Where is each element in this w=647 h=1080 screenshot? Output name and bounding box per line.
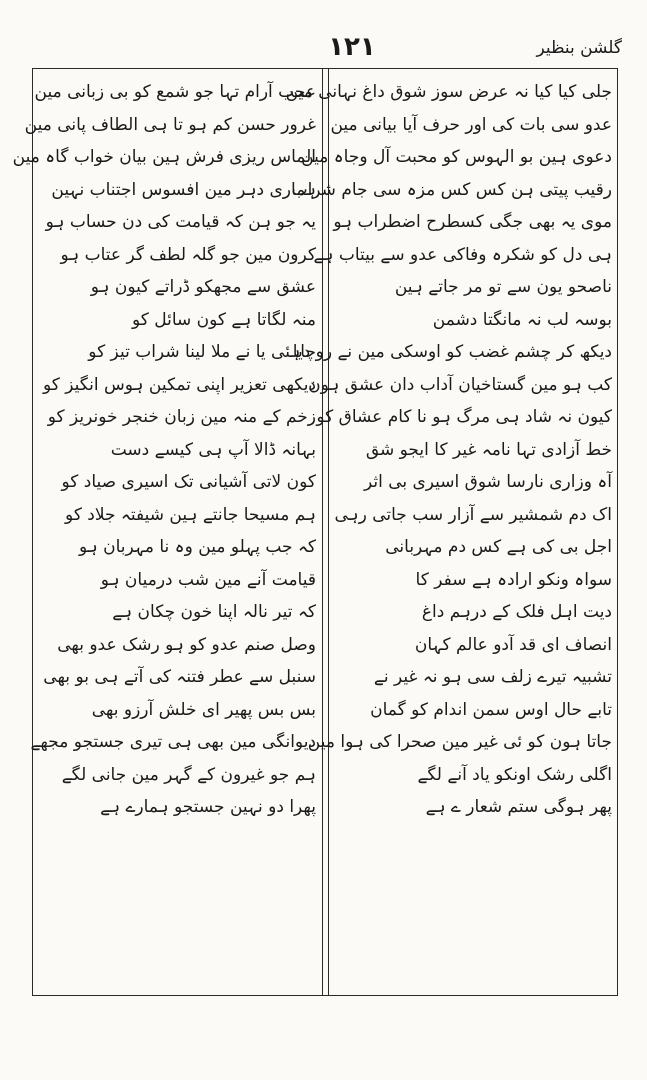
- left-column-line: عجب آرام تہا جو شمع کو بی زبانی مین: [34, 82, 316, 102]
- left-column-line: بہانہ ڈالا آپ ہی کیسے دست: [110, 439, 316, 460]
- left-column-line: چاہئی یا نے ملا لینا شراب تیز کو: [88, 342, 316, 362]
- left-column-line: ہم مسیحا جانتے ہین شیفتہ جلاد کو: [65, 504, 316, 525]
- left-column-line: کون لاتی آشیانی تک اسیری صیاد کو: [61, 472, 316, 492]
- right-column-line: دیکھ کر چشم غضب کو اوسکی مین نے رو دیا: [292, 342, 612, 362]
- left-column-line: زخم کے منہ مین زبان خنجر خونریز کو: [47, 407, 316, 427]
- right-column-line: سواہ ونکو ارادہ ہے سفر کا: [415, 569, 612, 590]
- right-column-line: رقیب پیتی ہن کس کس مزہ سی جام شراب: [291, 179, 612, 200]
- left-column-line: دیکھی تعزیر اپنی تمکین ہوس انگیز کو: [42, 374, 316, 395]
- left-column-line: الماس ریزی فرش ہین بیان خواب گاہ مین: [12, 147, 316, 167]
- right-column-line: بوسہ لب نہ مانگتا دشمن: [432, 309, 612, 330]
- page-number: ۱۲۱: [328, 32, 376, 62]
- right-column-line: اجل بی کی ہے کس دم مہربانی: [385, 537, 612, 557]
- left-column: [12, 76, 316, 988]
- left-column-line: قیامت آنے مین شب درمیان ہو: [100, 569, 316, 590]
- right-column-line: موی یہ بھی جگی کسطرح اضطراب ہو: [333, 212, 612, 232]
- left-column-line: عشق سے مجھکو ڈراتے کیون ہو: [90, 277, 316, 297]
- right-column-line: کیون نہ شاد ہی مرگ ہو نا کام عشاق کو: [316, 407, 612, 427]
- right-column-line: ناصحو یون سے تو مر جاتے ہین: [394, 277, 612, 297]
- right-column: [285, 76, 612, 988]
- right-column-line: خط آزادی تہا نامہ غیر کا ایجو شق: [365, 439, 612, 460]
- left-column-line: کہ جب پہلو مین وہ نا مہربان ہو: [78, 537, 316, 557]
- left-column-line: پھرا دو نہین جستجو ہمارے ہے: [100, 797, 316, 817]
- left-column-line: دیوانگی مین بھی ہی تیری جستجو مجھے: [30, 732, 316, 752]
- left-column-line: سنبل سے عطر فتنہ کی آتے ہی بو بھی: [43, 667, 316, 687]
- column-divider: [322, 68, 329, 996]
- right-column-line: عدو سی بات کی اور حرف آیا بیانی مین: [330, 114, 612, 135]
- right-column-line: تشبیہ تیرے زلف سی ہو نہ غیر نے: [373, 667, 612, 687]
- right-column-line: جاتا ہون کو ئی غیر مین صحرا کی ہوا مین: [307, 732, 612, 752]
- left-column-line: بس بس پھیر ای خلش آرزو بھی: [91, 699, 316, 720]
- right-column-line: اک دم شمشیر سے آزار سب جاتی رہی: [334, 504, 612, 525]
- right-column-line: دیت اہل فلک کے درہم داغ: [421, 602, 612, 622]
- left-column-line: کرون مین جو گلہ لطف گر عتاب ہو: [60, 244, 316, 265]
- left-column-line: کہ تیر نالہ اپنا خون چکان ہے: [112, 602, 316, 622]
- page-header: [32, 30, 622, 70]
- right-column-line: تابے حال اوس سمن اندام کو گمان: [370, 699, 612, 720]
- running-title: گلشن بنظیر: [536, 38, 622, 58]
- right-column-line: اگلی رشک اونکو یاد آنے لگے: [417, 764, 612, 785]
- left-column-line: منہ لگاتا ہے کون سائل کو: [131, 309, 316, 330]
- left-column-line: ہم جو غیرون کے گہر مین جانی لگے: [61, 764, 316, 785]
- right-column-line: ہی دل کو شکرہ وفاکی عدو سے بیتاب ہے: [313, 244, 612, 265]
- right-column-line: دعوی ہین بو الہوس کو محبت آل وجاہ مین: [301, 147, 612, 167]
- left-column-line: ہماری دہر مین افسوس اجتناب نہین: [51, 179, 316, 200]
- left-column-line: یہ جو ہن کہ قیامت کی دن حساب ہو: [45, 212, 316, 232]
- right-column-line: کب ہو مین گستاخیان آداب دان عشق ہون: [308, 374, 612, 395]
- right-column-line: انصاف ای قد آدو عالم کہان: [414, 634, 612, 655]
- right-column-line: جلی کیا کیا نہ عرض سوز شوق داغ نہانی مین: [285, 82, 612, 102]
- left-column-line: غرور حسن کم ہو تا ہی الطاف پانی مین: [24, 114, 316, 135]
- left-column-line: وصل صنم عدو کو ہو رشک عدو بھی: [57, 634, 316, 655]
- right-column-line: پھر ہوگی ستم شعار ے ہے: [425, 797, 612, 817]
- right-column-line: آہ وزاری نارسا شوق اسیری بی اثر: [363, 472, 612, 492]
